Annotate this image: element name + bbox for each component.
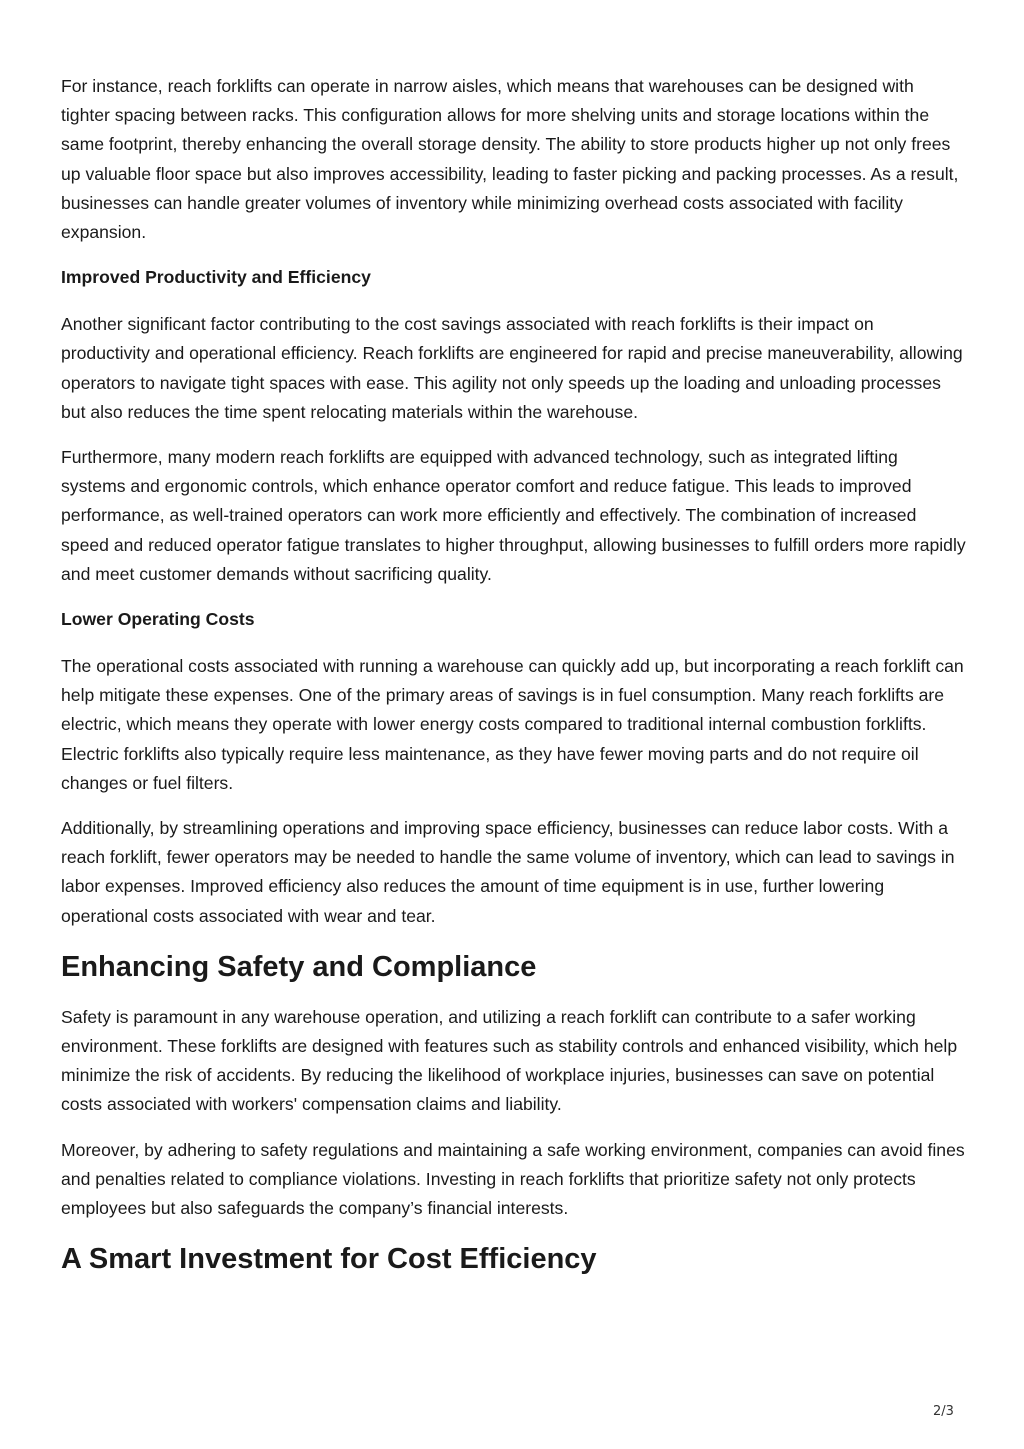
paragraph-productivity: Another significant factor contributing to the cost savings associated with reach forklifts is their impact on productivity and operational efficiency. Reach forklifts are engineered for rapid and precise maneuverability, allowing operators to navigate tight spaces with ease. This agility not only speeds up the loading and unloading processes but also reduces the time spent relocating materials within the warehouse. (61, 314, 963, 422)
paragraph-labor-costs: Additionally, by streamlining operations and improving space efficiency, businesses can reduce labor costs. With a reach forklift, fewer operators may be needed to handle the same volume of inventory, which can lead to savings in labor expenses. Improved efficiency also reduces the amount of time equipment is in use, further lowering operational costs associated with wear and tear. (61, 818, 955, 926)
subheading-productivity: Improved Productivity and Efficiency (61, 267, 371, 288)
section-heading-investment: A Smart Investment for Cost Efficiency (61, 1243, 597, 1276)
paragraph-technology: Furthermore, many modern reach forklifts are equipped with advanced technology, such as integrated lifting systems and ergonomic controls, which enhance operator comfort and reduce fatigue. This leads to improved performance, as well-trained operators can work more efficiently and effectively. The combination of increased speed and reduced operator fatigue translates to higher throughput, allowing businesses to fulfill orders more rapidly and meet customer demands without sacrificing quality. (61, 447, 966, 584)
page-number: 2/3 (933, 1404, 954, 1419)
paragraph-fuel-savings: The operational costs associated with running a warehouse can quickly add up, but incorporating a reach forklift can help mitigate these expenses. One of the primary areas of savings is in fuel consumption. Many reach forklifts are electric, which means they operate with lower energy costs compared to traditional internal combustion forklifts. Electric forklifts also typically require less maintenance, as they have fewer moving parts and do not require oil changes or fuel filters. (61, 656, 964, 793)
document-body (61, 72, 966, 1295)
paragraph-narrow-aisles: For instance, reach forklifts can operate in narrow aisles, which means that warehouses can be designed with tighter spacing between racks. This configuration allows for more shelving units and storage locations within the same footprint, thereby enhancing the overall storage density. The ability to store products higher up not only frees up valuable floor space but also improves accessibility, leading to faster picking and packing processes. As a result, businesses can handle greater volumes of inventory while minimizing overhead costs associated with facility expansion. (61, 76, 959, 243)
paragraph-safety: Safety is paramount in any warehouse operation, and utilizing a reach forklift can contribute to a safer working environment. These forklifts are designed with features such as stability controls and enhanced visibility, which help minimize the risk of accidents. By reducing the likelihood of workplace injuries, businesses can save on potential costs associated with workers' compensation claims and liability. (61, 1006, 958, 1115)
subheading-operating-costs: Lower Operating Costs (61, 609, 255, 630)
paragraph-compliance: Moreover, by adhering to safety regulations and maintaining a safe working environment, companies can avoid fines and penalties related to compliance violations. Investing in reach forklifts that prioritize safety not only protects employees but also safeguards the company’s financial interests. (61, 1139, 965, 1219)
section-heading-safety: Enhancing Safety and Compliance (61, 950, 537, 983)
